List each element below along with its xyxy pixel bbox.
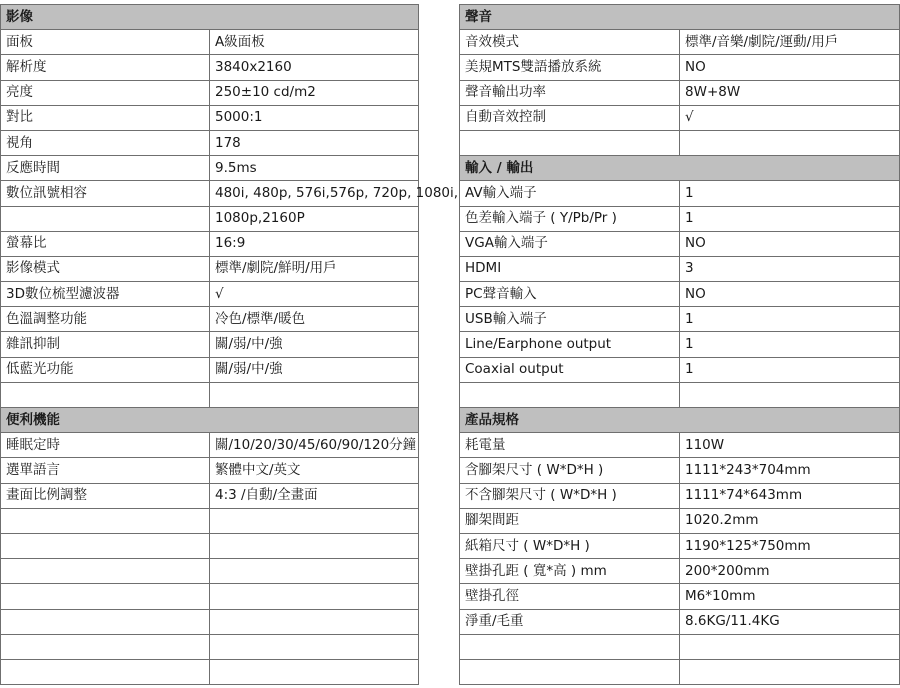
spec-value: 1 [680,357,900,382]
spec-value [210,584,419,609]
spec-label [1,559,210,584]
spec-label: 反應時間 [1,156,210,181]
spec-label [460,130,680,155]
spec-row [1,156,419,181]
section-header [1,5,419,30]
spec-value: √ [210,282,419,307]
spec-value [210,559,419,584]
spec-row [460,307,900,332]
spec-value [680,659,900,684]
spec-value: 8.6KG/11.4KG [680,609,900,634]
spec-label [1,609,210,634]
spec-value: 標準/音樂/劇院/運動/用戶 [680,30,900,55]
spec-label: Coaxial output [460,357,680,382]
spec-label: HDMI [460,256,680,281]
spec-label: 畫面比例調整 [1,483,210,508]
spec-row [460,30,900,55]
section-header [460,156,900,181]
spec-value: 1111*243*704mm [680,458,900,483]
spec-label [460,659,680,684]
spec-row [460,105,900,130]
spec-value: 250±10 cd/m2 [210,80,419,105]
spec-row [460,206,900,231]
spec-row [460,332,900,357]
spec-row [1,332,419,357]
spec-label [1,634,210,659]
spec-row [460,231,900,256]
spec-label [1,659,210,684]
spec-value: 1 [680,332,900,357]
spec-value: 3840x2160 [210,55,419,80]
spec-row [460,433,900,458]
spec-value [210,382,419,407]
spec-row [460,559,900,584]
spec-row [460,609,900,634]
section-title: 便利機能 [1,408,419,433]
spec-label: 自動音效控制 [460,105,680,130]
spec-label: 音效模式 [460,30,680,55]
spec-value: 關/10/20/30/45/60/90/120分鐘 [210,433,419,458]
spec-label: 對比 [1,105,210,130]
spec-label: 美規MTS雙語播放系統 [460,55,680,80]
spec-label: 含腳架尺寸 ( W*D*H ) [460,458,680,483]
spec-value: 1111*74*643mm [680,483,900,508]
spec-label: 亮度 [1,80,210,105]
section-header [460,5,900,30]
spec-value: 繁體中文/英文 [210,458,419,483]
spec-label: 淨重/毛重 [460,609,680,634]
right-spec-table [459,4,900,685]
spec-label [1,584,210,609]
spec-row [1,458,419,483]
spec-row [460,533,900,558]
spec-label [460,382,680,407]
spec-value: 1020.2mm [680,508,900,533]
spec-label: USB輸入端子 [460,307,680,332]
spec-label: 低藍光功能 [1,357,210,382]
spec-value [680,130,900,155]
spec-row [1,382,419,407]
spec-label: 紙箱尺寸 ( W*D*H ) [460,533,680,558]
spec-row [1,80,419,105]
spec-row [1,231,419,256]
spec-row [1,282,419,307]
spec-label: 色溫調整功能 [1,307,210,332]
spec-value [210,508,419,533]
spec-label: 面板 [1,30,210,55]
spec-row [460,80,900,105]
spec-value: 1 [680,307,900,332]
spec-label: 螢幕比 [1,231,210,256]
spec-label: 3D數位梳型濾波器 [1,282,210,307]
spec-row [1,55,419,80]
spec-label: 壁掛孔徑 [460,584,680,609]
spec-row [460,584,900,609]
spec-label: 雜訊抑制 [1,332,210,357]
spec-row [460,458,900,483]
section-title: 輸入 / 輸出 [460,156,900,181]
spec-label: VGA輸入端子 [460,231,680,256]
spec-row [460,382,900,407]
spec-row [460,659,900,684]
spec-value [210,533,419,558]
spec-row [1,105,419,130]
spec-row [1,584,419,609]
spec-row [460,508,900,533]
spec-value [210,634,419,659]
spec-row [1,533,419,558]
right-spec-column [459,4,900,685]
spec-row [1,483,419,508]
spec-row [1,609,419,634]
spec-row [1,508,419,533]
spec-value: 1 [680,206,900,231]
spec-label: PC聲音輸入 [460,282,680,307]
spec-label: 解析度 [1,55,210,80]
spec-value: M6*10mm [680,584,900,609]
spec-value: 200*200mm [680,559,900,584]
spec-label [460,634,680,659]
spec-label: 腳架間距 [460,508,680,533]
spec-label: Line/Earphone output [460,332,680,357]
spec-label: 色差輸入端子 ( Y/Pb/Pr ) [460,206,680,231]
section-header [460,408,900,433]
section-title: 影像 [1,5,419,30]
section-title: 聲音 [460,5,900,30]
spec-label: 數位訊號相容 [1,181,210,206]
spec-label [1,533,210,558]
spec-value: A級面板 [210,30,419,55]
spec-row [460,282,900,307]
spec-value: 8W+8W [680,80,900,105]
spec-row [460,357,900,382]
spec-value: 5000:1 [210,105,419,130]
spec-value: 480i, 480p, 576i,576p, 720p, 1080i, [210,181,419,206]
spec-row [1,634,419,659]
spec-row [460,483,900,508]
spec-value: 1080p,2160P [210,206,419,231]
left-spec-table [0,4,459,685]
spec-label: 睡眠定時 [1,433,210,458]
spec-row [1,130,419,155]
spec-row [460,181,900,206]
spec-value [680,382,900,407]
spec-value [680,634,900,659]
spec-value: 關/弱/中/強 [210,332,419,357]
spec-row [1,307,419,332]
spec-row [1,181,419,206]
spec-value [210,609,419,634]
spec-value: 1 [680,181,900,206]
spec-label: 不含腳架尺寸 ( W*D*H ) [460,483,680,508]
spec-row [1,659,419,684]
spec-label: 壁掛孔距 ( 寬*高 ) mm [460,559,680,584]
spec-label [1,508,210,533]
spec-value: NO [680,231,900,256]
spec-row [1,256,419,281]
spec-label: AV輸入端子 [460,181,680,206]
spec-value: 標準/劇院/鮮明/用戶 [210,256,419,281]
spec-row [460,256,900,281]
spec-label: 聲音輸出功率 [460,80,680,105]
spec-value: 178 [210,130,419,155]
spec-row [1,30,419,55]
spec-row [1,206,419,231]
spec-label [1,206,210,231]
spec-row [460,55,900,80]
spec-value: 冷色/標準/暖色 [210,307,419,332]
spec-label: 視角 [1,130,210,155]
spec-value: 1190*125*750mm [680,533,900,558]
spec-label: 選單語言 [1,458,210,483]
spec-row [1,433,419,458]
spec-value: 3 [680,256,900,281]
spec-value: 4:3 /自動/全畫面 [210,483,419,508]
spec-row [1,357,419,382]
left-spec-column [0,4,459,685]
spec-value: √ [680,105,900,130]
spec-value: NO [680,282,900,307]
spec-value: 9.5ms [210,156,419,181]
spec-row [1,559,419,584]
spec-label: 影像模式 [1,256,210,281]
spec-label [1,382,210,407]
spec-row [460,130,900,155]
spec-row [460,634,900,659]
spec-label: 耗電量 [460,433,680,458]
spec-value: 16:9 [210,231,419,256]
spec-value [210,659,419,684]
spec-value: NO [680,55,900,80]
spec-value: 關/弱/中/強 [210,357,419,382]
section-header [1,408,419,433]
spec-value: 110W [680,433,900,458]
section-title: 產品規格 [460,408,900,433]
